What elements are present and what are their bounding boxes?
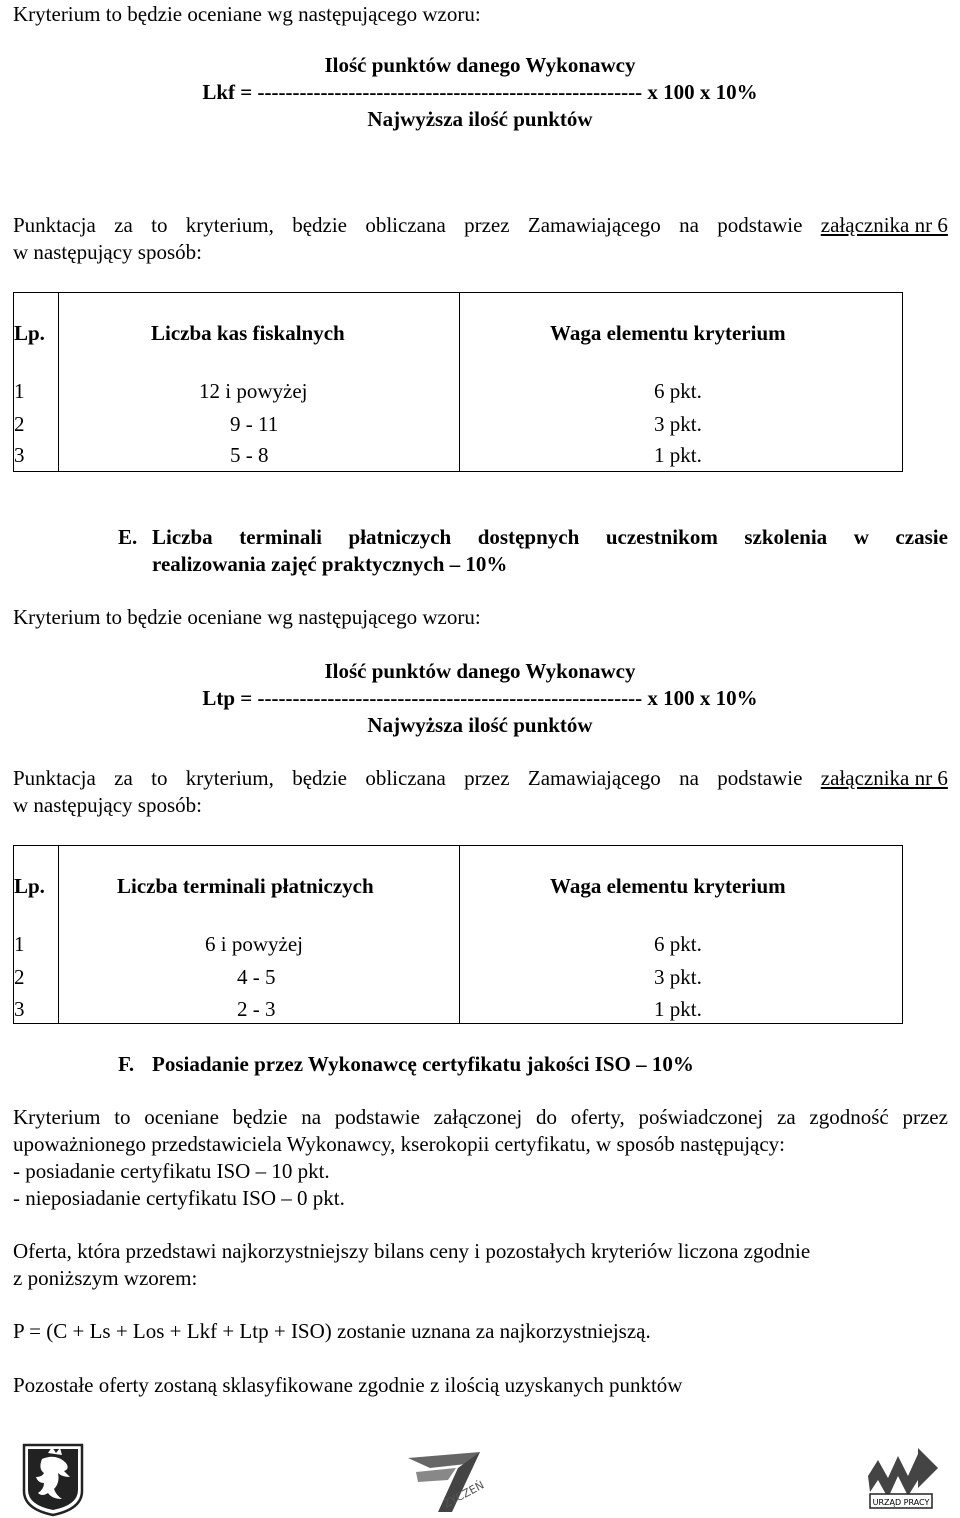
logo-text: ŻYCZEŃ xyxy=(441,1478,487,1511)
table-header-lp: Lp. xyxy=(14,321,45,345)
word: obliczana xyxy=(365,213,446,237)
logo-text: URZĄD PRACY xyxy=(872,1498,930,1507)
urzad-pracy-logo xyxy=(864,1446,944,1510)
word: Punktacja xyxy=(13,766,96,790)
word: podstawie xyxy=(717,213,803,237)
word: oceniane xyxy=(144,1105,219,1129)
table-col-weight xyxy=(460,846,903,1024)
word: Punktacja xyxy=(13,213,96,237)
table-cell: 3 xyxy=(14,443,25,467)
word: będzie xyxy=(292,213,347,237)
table-col-count xyxy=(59,846,460,1024)
word: do xyxy=(535,1105,557,1129)
table-cell: 2 xyxy=(14,965,25,989)
word: Zamawiającego xyxy=(527,766,661,790)
word: przez xyxy=(902,1105,948,1129)
table-cell: 3 pkt. xyxy=(654,412,702,436)
table-cell: 12 i powyżej xyxy=(199,379,308,403)
offer-paragraph-line-1: Oferta, która przedstawi najkorzystniejszy bilans ceny i pozostałych kryteriów liczona zgodnie xyxy=(13,1239,811,1263)
table-cell: 9 - 11 xyxy=(230,412,279,436)
formula-line-ltp: Ltp = ------------------------------------------------------- x 100 x 10% xyxy=(202,686,758,710)
scoring-line-e xyxy=(13,766,948,790)
table-header-lp: Lp. xyxy=(14,874,45,898)
word: przez xyxy=(464,766,510,790)
closing-sentence: Pozostałe oferty zostaną sklasyfikowane zgodnie z ilością uzyskanych punktów xyxy=(13,1373,683,1397)
section-e-heading-2: realizowania zajęć praktycznych – 10% xyxy=(152,552,508,576)
iso-paragraph-line-1 xyxy=(13,1105,948,1129)
table-cell: 1 xyxy=(14,932,25,956)
table-col-count xyxy=(59,293,460,472)
word: będzie xyxy=(232,1105,288,1129)
table-cell: 3 pkt. xyxy=(654,965,702,989)
formula-line-lkf: Lkf = ------------------------------------------------------- x 100 x 10% xyxy=(202,80,758,104)
word: na xyxy=(301,1105,322,1129)
table-cell: 4 - 5 xyxy=(237,965,276,989)
word: za xyxy=(777,1105,796,1129)
table-cell: 5 - 8 xyxy=(230,443,269,467)
final-formula: P = (C + Ls + Los + Lkf + Ltp + ISO) zostanie uznana za najkorzystniejszą. xyxy=(13,1319,651,1343)
word: Liczba xyxy=(152,525,213,549)
table-col-lp xyxy=(14,846,59,1024)
word: uczestnikom xyxy=(605,525,718,549)
word: to xyxy=(114,1105,131,1129)
word: na xyxy=(679,766,699,790)
word: zgodność xyxy=(809,1105,889,1129)
section-e-letter: E. xyxy=(118,525,138,549)
word: kryterium, xyxy=(185,213,274,237)
payment-terminals-table xyxy=(13,845,903,1024)
word: oferty, xyxy=(570,1105,625,1129)
iso-option-yes: - posiadanie certyfikatu ISO – 10 pkt. xyxy=(13,1159,330,1183)
table-header-count: Liczba kas fiskalnych xyxy=(151,321,345,345)
table-cell: 6 i powyżej xyxy=(205,932,303,956)
table-col-lp xyxy=(14,293,59,472)
table-header-count: Liczba terminali płatniczych xyxy=(117,874,374,898)
table-cell: 6 pkt. xyxy=(654,379,702,403)
section-f-letter: F. xyxy=(118,1052,135,1076)
section-f-heading: Posiadanie przez Wykonawcę certyfikatu jakości ISO – 10% xyxy=(152,1052,694,1076)
word: dostępnych xyxy=(477,525,580,549)
table-cell: 1 pkt. xyxy=(654,997,702,1021)
word: za xyxy=(114,766,133,790)
word: Zamawiającego xyxy=(527,213,661,237)
formula-denominator-d: Najwyższa ilość punktów xyxy=(367,107,593,131)
criteria-intro-e: Kryterium to będzie oceniane wg następującego wzoru: xyxy=(13,605,481,629)
word: szkolenia xyxy=(744,525,828,549)
table-col-weight xyxy=(460,293,903,472)
formula-numerator-e: Ilość punktów danego Wykonawcy xyxy=(324,659,636,683)
formula-denominator-e: Najwyższa ilość punktów xyxy=(367,713,593,737)
table-header-weight: Waga elementu kryterium xyxy=(550,874,786,898)
zyczen-logo xyxy=(408,1450,518,1514)
table-cell: 2 - 3 xyxy=(237,997,276,1021)
word: podstawie xyxy=(334,1105,420,1129)
attachment-link[interactable]: załącznika nr 6 xyxy=(820,213,948,237)
coat-of-arms-logo xyxy=(22,1443,84,1517)
formula-numerator-d: Ilość punktów danego Wykonawcy xyxy=(324,53,636,77)
word: terminali xyxy=(239,525,323,549)
scoring-line-d xyxy=(13,213,948,237)
word: przez xyxy=(464,213,510,237)
word: załączonej xyxy=(433,1105,523,1129)
iso-paragraph-line-2: upoważnionego przedstawiciela Wykonawcy, kserokopii certyfikatu, w sposób następujący: xyxy=(13,1132,786,1156)
table-cell: 2 xyxy=(14,412,25,436)
table-header-weight: Waga elementu kryterium xyxy=(550,321,786,345)
table-cell: 1 pkt. xyxy=(654,443,702,467)
word: to xyxy=(151,766,168,790)
criteria-intro-d: Kryterium to będzie oceniane wg następującego wzoru: xyxy=(13,2,481,26)
word: w xyxy=(853,525,869,549)
attachment-link[interactable]: załącznika nr 6 xyxy=(820,766,948,790)
scoring-line-e-2: w następujący sposób: xyxy=(13,793,202,817)
iso-option-no: - nieposiadanie certyfikatu ISO – 0 pkt. xyxy=(13,1186,345,1210)
word: czasie xyxy=(895,525,948,549)
word: podstawie xyxy=(717,766,803,790)
word: obliczana xyxy=(365,766,446,790)
word: kryterium, xyxy=(185,766,274,790)
word: będzie xyxy=(292,766,347,790)
word: na xyxy=(679,213,699,237)
word: płatniczych xyxy=(348,525,452,549)
word: to xyxy=(151,213,168,237)
scoring-line-d-2: w następujący sposób: xyxy=(13,240,202,264)
word: Kryterium xyxy=(13,1105,101,1129)
section-e-heading xyxy=(152,525,948,549)
word: poświadczonej xyxy=(638,1105,764,1129)
table-cell: 1 xyxy=(14,379,25,403)
table-cell: 3 xyxy=(14,997,25,1021)
word: za xyxy=(114,213,133,237)
offer-paragraph-line-2: z poniższym wzorem: xyxy=(13,1266,198,1290)
table-cell: 6 pkt. xyxy=(654,932,702,956)
cash-register-table xyxy=(13,292,903,472)
